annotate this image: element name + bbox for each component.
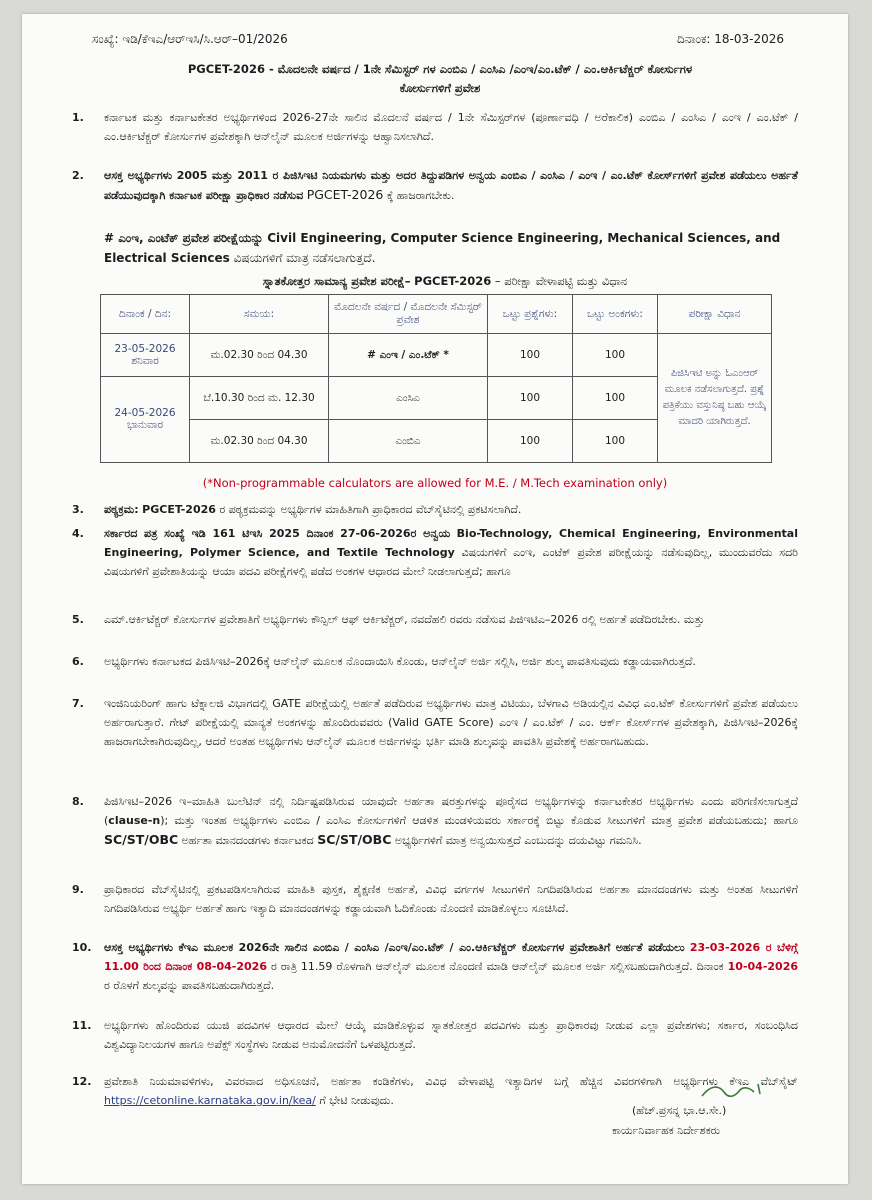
item-5 <box>72 610 798 629</box>
item-text-part: ರ ರೊಳಗೆ ಶುಲ್ಕವನ್ನು ಪಾವತಿಸಬಹುದಾಗಿರುತ್ತದೆ. <box>104 979 275 992</box>
item-9 <box>72 880 798 918</box>
caption-part: ಸ್ನಾತಕೋತ್ತರ ಸಾಮಾನ್ಯ ಪ್ರವೇಶ ಪರೀಕ್ಷೆ– <box>262 274 411 288</box>
questions-cell: 100 <box>488 377 573 420</box>
item-text-part: ಸರ್ಕಾರದ ಪತ್ರ ಸಂಖ್ಯೆ ಇಡಿ 161 ಟಿಇಸಿ 2025 ದಿನಾಂಕ 27-06-2026ರ ಅನ್ವಯ <box>104 527 451 540</box>
item-text <box>104 500 798 519</box>
col-header: ದಿನಾಂಕ / ದಿನ: <box>101 295 190 334</box>
time-cell: ಮ.02.30 ರಿಂದ 04.30 <box>190 334 329 377</box>
marks-cell: 100 <box>573 420 658 463</box>
marks-cell: 100 <box>573 377 658 420</box>
item-text-part: ರ ಪಠ್ಯಕ್ರಮವನ್ನು ಅಭ್ಯರ್ಥಿಗಳ ಮಾಹಿತಿಗಾಗಿ ಪ್ರಾಧಿಕಾರದ ವೆಬ್‌ಸೈಟಿನಲ್ಲಿ ಪ್ರಕಟಿಸಲಾಗಿದೆ. <box>219 503 522 516</box>
subnote-prefix: # ಎಂಇ, ಎಂಟೆಕ್ ಪ್ರವೇಶ ಪರೀಕ್ಷೆಯನ್ನು <box>104 231 264 245</box>
item-text <box>104 166 798 205</box>
item-text-part: ವಿಷಯಗಳಿಗೆ ಎಂಇ, ಎಂಟೆಕ್ ಪ್ರವೇಶ ಪರೀಕ್ಷೆಯನ್ನು ನಡೆಸುವುದಿಲ್ಲ, ಮುಂದುವರೆದು ಸದರಿ ವಿಷಯಗಳಿಗೆ ಪ್ರವೇಶಾತಿಯನ್ನು ಆಯಾ ಪದವಿ ಪರೀಕ್ಷೆಗಳಲ್ಲಿ ಪಡೆದ ಅಂಕಗಳ ಆಧಾರದ ಮೇಲೆ ನೀಡಲಾಗುತ್ತದೆ; ಹಾಗೂ <box>104 546 798 578</box>
item-number: 4. <box>72 527 84 540</box>
questions-cell: 100 <box>488 420 573 463</box>
item-text: ಪ್ರಾಧಿಕಾರದ ವೆಬ್‌ಸೈಟಿನಲ್ಲಿ ಪ್ರಕಟಪಡಿಸಲಾಗಿರುವ ಮಾಹಿತಿ ಪುಸ್ತಕ, ಶೈಕ್ಷಣಿಕ ಅರ್ಹತೆ, ವಿವಿಧ ವರ್ಗಗಳ ಸೀಟುಗಳಿಗೆ ನಿಗದಿಪಡಿಸಿರುವ ಅರ್ಹತಾ ಮಾನದಂಡಗಳು ಮತ್ತು ಅಂತಹ ಸೀಟುಗಳಿಗೆ ನಿಗದಿಪಡಿಸಿರುವ ಅಭ್ಯರ್ಥಿ ಅರ್ಹತೆ ಹಾಗು ಇತ್ಯಾದಿ ಮಾನದಂಡಗಳನ್ನು ಕಡ್ಡಾಯವಾಗಿ ಓದಿಕೊಂಡು ನೊಂದಣಿ ಮಾಡಿಕೊಳ್ಳಲು ಸೂಚಿಸಿದೆ. <box>104 883 799 915</box>
marks-cell: 100 <box>573 334 658 377</box>
item-text-part: ಗೆ ಭೇಟಿ ನೀಡುವುದು. <box>319 1094 394 1107</box>
pgcet-label: PGCET-2026 <box>142 503 216 516</box>
pgcet-label: PGCET-2026 <box>306 187 384 202</box>
table-caption <box>112 274 778 289</box>
item-text-part: ಪಿಜಿಸಿಇಟಿ–2026 ಇ–ಮಾಹಿತಿ ಬುಲೆಟಿನ್ ನಲ್ಲಿ ನಿರ್ದಿಷ್ಟಪಡಿಸಿರುವ ಯಾವುದೇ ಅರ್ಹತಾ ಷರತ್ತುಗಳನ್ನು ಪೂರೈಸದ ಅಭ್ಯರ್ಥಿಗಳನ್ನು ಕರ್ನಾಟಕೇತರ ಅಭ್ಯರ್ಥಿಗಳು ಎಂದು ಪರಿಗಣಿಸಲಾಗುತ್ತದೆ ( <box>104 795 798 827</box>
category-label: SC/ST/OBC <box>104 832 179 847</box>
item-number: 5. <box>72 613 84 626</box>
item-number: 10. <box>72 941 92 954</box>
excluded-subjects: Bio-Technology, Chemical Engineering, Environmental Engineering, Polymer Science, and Textile Technology <box>104 527 798 559</box>
col-header: ಒಟ್ಟು ಪ್ರಶ್ನೆಗಳು: <box>488 295 573 334</box>
notice-page <box>22 14 848 1184</box>
item-text-part: ಅಭ್ಯರ್ಥಿಗಳಿಗೆ ಮಾತ್ರ ಅನ್ವಯಿಸುತ್ತದೆ ಎಂಬುದನ್ನು ದಯವಿಟ್ಟು ಗಮನಿಸಿ. <box>394 834 642 847</box>
signatory-designation: ಕಾರ್ಯನಿರ್ವಾಹಕ ನಿರ್ದೇಶಕರು <box>612 1124 720 1137</box>
registration-window: 23-03-2026 ರ ಬೆಳಿಗ್ಗೆ 11.00 ರಿಂದ ದಿನಾಂಕ 08-04-2026 <box>104 941 799 973</box>
date-cell <box>101 334 190 377</box>
clause-label: clause-n <box>108 814 161 827</box>
notice-title <box>102 60 778 98</box>
me-mtech-subjects-note <box>104 228 796 268</box>
caption-part: – ಪರೀಕ್ಷಾ ವೇಳಾಪಟ್ಟಿ ಮತ್ತು ವಿಧಾನ <box>494 274 628 288</box>
item-text-part: ರ ರಾತ್ರಿ 11.59 ರೊಳಗಾಗಿ ಆನ್‌ಲೈನ್ ಮೂಲಕ ನೊಂದಣಿ ಮಾಡಿ ಆನ್‌ಲೈನ್ ಮೂಲಕ ಅರ್ಜಿ ಸಲ್ಲಿಸಬಹುದಾಗಿರುತ್ತದೆ. ದಿನಾಂಕ <box>271 960 724 973</box>
exam-day: ಭಾನುವಾರ <box>126 419 164 431</box>
item-number: 11. <box>72 1019 92 1032</box>
item-text: ಕರ್ನಾಟಕ ಮತ್ತು ಕರ್ನಾಟಕೇತರ ಅಭ್ಯರ್ಥಿಗಳಿಂದ 2026-27ನೇ ಸಾಲಿನ ಮೊದಲನೆ ವರ್ಷದ / 1ನೇ ಸೆಮಿಸ್ಟರ್‌ಗಳ (ಪೂರ್ಣಾವಧಿ / ಅರೆಕಾಲಿಕ) ಎಂಬಿಎ / ಎಂಸಿಎ / ಎಂಇ / ಎಂ.ಟೆಕ್ / ಎಂ.ಆರ್ಕಿಟೆಕ್ಚರ್ ಕೋರ್ಸುಗಳ ಪ್ರವೇಶಕ್ಕಾಗಿ ಆನ್‌ಲೈನ್ ಮೂಲಕ ಅರ್ಜಿಗಳನ್ನು ಆಹ್ವಾನಿಸಲಾಗಿದೆ. <box>104 111 798 143</box>
time-cell: ಮ.02.30 ರಿಂದ 04.30 <box>190 420 329 463</box>
item-number: 3. <box>72 503 84 516</box>
item-6 <box>72 652 798 671</box>
exam-method-cell: ಪಿಜಿಸಿಇಟಿ ಅನ್ನು ಓಎಂಆರ್ ಮೂಲಕ ನಡೆಸಲಾಗುತ್ತದೆ. ಪ್ರಶ್ನೆ ಪತ್ರಿಕೆಯು ವಸ್ತುನಿಷ್ಠ ಬಹು ಆಯ್ಕೆ ಮಾದರಿ ಯಾಗಿರುತ್ತದೆ. <box>658 334 772 463</box>
item-text <box>104 524 798 581</box>
col-header: ಒಟ್ಟು ಅಂಕಗಳು: <box>573 295 658 334</box>
item-text-part: ); ಮತ್ತು ಇಂತಹ ಅಭ್ಯರ್ಥಿಗಳು ಎಂಬಿಎ / ಎಂಸಿಎ ಕೋರ್ಸುಗಳಿಗೆ ಆಡಳಿತ ಮಂಡಳಿಯವರು ಸರ್ಕಾರಕ್ಕೆ ಬಿಟ್ಟು ಕೊಡುವ ಸೀಟುಗಳಿಗೆ ಮಾತ್ರ ಪ್ರವೇಶ ಪಡೆಯಬಹುದು; ಹಾಗೂ <box>160 814 798 827</box>
item-10 <box>72 938 798 995</box>
title-line-2: ಕೋರ್ಸುಗಳಿಗೆ ಪ್ರವೇಶ <box>399 81 481 95</box>
item-text-part: ಪ್ರವೇಶಾತಿ ನಿಯಮಾವಳಿಗಳು, ವಿವರವಾದ ಅಧಿಸೂಚನೆ, ಅರ್ಹತಾ ಕಂಡಿಕೆಗಳು, ವಿವಿಧ ವೇಳಾಪಟ್ಟಿ ಇತ್ಯಾದಿಗಳ ಬಗ್ಗೆ ಹೆಚ್ಚಿನ ವಿವರಗಳಿಗಾಗಿ ಅಭ್ಯರ್ಥಿಗಳು ಕೆಇಎ ವೆಬ್‌ಸೈಟ್ <box>104 1075 798 1088</box>
course-cell: ಎಂಬಿಎ <box>329 420 488 463</box>
col-header: ಮೊದಲನೇ ವರ್ಷದ / ಮೊದಲನೇ ಸೆಮಿಸ್ಟರ್ ಪ್ರವೇಶ <box>329 295 488 334</box>
item-11 <box>72 1016 798 1054</box>
course-cell: ಎಂಸಿಎ <box>329 377 488 420</box>
item-text <box>104 792 798 850</box>
subnote-subjects: Civil Engineering, Computer Science Engineering, Mechanical Sciences, and Electrical Sciences <box>104 231 781 265</box>
item-text <box>104 938 798 995</box>
item-8 <box>72 792 798 850</box>
item-number: 7. <box>72 697 84 710</box>
caption-pgcet: PGCET-2026 <box>414 274 492 288</box>
item-text-part: ಪಠ್ಯಕ್ರಮ: <box>104 503 139 516</box>
item-text: ಅಭ್ಯರ್ಥಿಗಳು ಹೊಂದಿರುವ ಯುಜಿ ಪದವಿಗಳ ಆಧಾರದ ಮೇಲೆ ಆಯ್ಕೆ ಮಾಡಿಕೊಳ್ಳುವ ಸ್ನಾತಕೋತ್ತರ ಪದವಿಗಳು ಮತ್ತು ಪ್ರಾಧಿಕಾರವು ನೀಡುವ ಎಲ್ಲಾ ಪ್ರವೇಶಗಳು; ಸರ್ಕಾರ, ಸಂಬಂಧಿಸಿದ ವಿಶ್ವವಿದ್ಯಾನಿಲಯಗಳ ಹಾಗೂ ಅಪೆಕ್ಸ್ ಸಂಸ್ಥೆಗಳು ನೀಡುವ ಅನುಮೋದನೆಗೆ ಒಳಪಟ್ಟಿರುತ್ತದೆ. <box>104 1019 798 1051</box>
item-number: 2. <box>72 169 84 182</box>
time-cell: ಬೆ.10.30 ರಿಂದ ಮ. 12.30 <box>190 377 329 420</box>
exam-date: 23-05-2026 <box>114 342 176 355</box>
col-header: ಪರೀಕ್ಷಾ ವಿಧಾನ <box>658 295 772 334</box>
notice-date: ದಿನಾಂಕ: 18-03-2026 <box>677 32 784 46</box>
exam-day: ಶನಿವಾರ <box>131 354 159 367</box>
exam-date: 24-05-2026 <box>114 407 176 419</box>
category-label: SC/ST/OBC <box>317 832 392 847</box>
subnote-suffix: ವಿಷಯಗಳಿಗೆ ಮಾತ್ರ ನಡೆಸಲಾಗುತ್ತದೆ. <box>233 251 376 265</box>
item-3 <box>72 500 798 519</box>
item-1 <box>72 108 798 146</box>
item-text-part: ಆಸಕ್ತ ಅಭ್ಯರ್ಥಿಗಳು ಕೆಇಎ ಮೂಲಕ 2026ನೇ ಸಾಲಿನ ಎಂಬಿಎ / ಎಂಸಿಎ /ಎಂಇ/ಎಂ.ಟೆಕ್ / ಎಂ.ಆರ್ಕಿಟೆಕ್ಚರ್ ಕೋರ್ಸುಗಳ ಪ್ರವೇಶಾತಿಗೆ ಅರ್ಹತೆ ಪಡೆಯಲು <box>104 941 685 954</box>
fee-deadline: 10-04-2026 <box>727 960 799 973</box>
item-2 <box>72 166 798 205</box>
questions-cell: 100 <box>488 334 573 377</box>
table-header-row <box>101 295 772 334</box>
col-header: ಸಮಯ: <box>190 295 329 334</box>
item-number: 9. <box>72 883 84 896</box>
exam-schedule-table <box>100 294 772 463</box>
item-number: 1. <box>72 111 84 124</box>
reference-number: ಸಂಖ್ಯೆ: ಇಡಿ/ಕೆಇಎ/ಆರ್‌ಇಸಿ/ಸಿ.ಆರ್–01/2026 <box>92 32 288 46</box>
course-cell: # ಎಂಇ / ಎಂ.ಟೆಕ್ * <box>329 334 488 377</box>
item-text-part: ಕ್ಕೆ ಹಾಜರಾಗಬೇಕು. <box>386 189 455 202</box>
item-number: 12. <box>72 1075 92 1088</box>
item-text: ಎಮ್.ಆರ್ಕಿಟೆಕ್ಚರ್ ಕೋರ್ಸುಗಳ ಪ್ರವೇಶಾತಿಗೆ ಅಭ್ಯರ್ಥಿಗಳು ಕೌನ್ಸಿಲ್ ಆಫ್ ಆರ್ಕಿಟೆಕ್ಚರ್, ನವದೆಹಲಿ ರವರು ನಡೆಸುವ ಪಿಜಿಇಟಿಎ–2026 ರಲ್ಲಿ ಅರ್ಹತೆ ಪಡೆದಿರಬೇಕು. ಮತ್ತು <box>104 613 705 626</box>
item-text: ಇಂಜಿನಿಯರಿಂಗ್ ಹಾಗು ಟೆಕ್ನಾಲಜಿ ವಿಭಾಗದಲ್ಲಿ GATE ಪರೀಕ್ಷೆಯಲ್ಲಿ ಅರ್ಹತೆ ಪಡೆದಿರುವ ಅಭ್ಯರ್ಥಿಗಳು ಮಾತ್ರ ವಿಟಿಯು, ಬೆಳಗಾವಿ ಅಡಿಯಲ್ಲಿನ ವಿವಿಧ ಎಂ.ಟೆಕ್ ಕೋರ್ಸುಗಳಿಗೆ ಪ್ರವೇಶ ಪಡೆಯಲು ಅರ್ಹರಾಗುತ್ತಾರೆ. ಗೇಟ್ ಪರೀಕ್ಷೆಯಲ್ಲಿ ಮಾನ್ಯತೆ ಅಂಕಗಳನ್ನು ಹೊಂದಿರುವವರು (Valid GATE Score) ಎಂಇ / ಎಂ.ಟೆಕ್ / ಎಂ. ಆರ್ಕ್ ಕೋರ್ಸ್‌ಗಳ ಪ್ರವೇಶಕ್ಕಾಗಿ, ಪಿಜಿಸಿಇಟಿ–2026ಕ್ಕೆ ಹಾಜರಾಗಬೇಕಾಗಿರುವುದಿಲ್ಲ, ಆದರೆ ಅಂತಹ ಅಭ್ಯರ್ಥಿಗಳು ಆನ್‌ಲೈನ್ ಮೂಲಕ ಅರ್ಜಿಗಳನ್ನು ಭರ್ತಿ ಮಾಡಿ ಶುಲ್ಕವನ್ನು ಪಾವತಿಸಿ ಪ್ರವೇಶಕ್ಕೆ ಅರ್ಹರಾಗಬಹುದು. <box>104 697 798 748</box>
item-text-part: ಅರ್ಹತಾ ಮಾನದಂಡಗಳು ಕರ್ನಾಟಕದ <box>181 834 314 847</box>
kea-website-link[interactable]: https://cetonline.karnataka.gov.in/kea/ <box>104 1094 316 1107</box>
table-row <box>101 334 772 377</box>
item-text-part: ಆಸಕ್ತ ಅಭ್ಯರ್ಥಿಗಳು 2005 ಮತ್ತು 2011 ರ ಪಿಜಿಸಿಇಟಿ ನಿಯಮಗಳು ಮತ್ತು ಅದರ ತಿದ್ದುಪಡಿಗಳ ಅನ್ವಯ ಎಂಬಿಎ / ಎಂಸಿಎ / ಎಂಇ / ಎಂ.ಟೆಕ್ ಕೋರ್ಸ್‌ಗಳಿಗೆ ಪ್ರವೇಶ ಪಡೆಯಲು ಅರ್ಹತೆ ಪಡೆಯುವುದಕ್ಕಾಗಿ ಕರ್ನಾಟಕ ಪರೀಕ್ಷಾ ಪ್ರಾಧಿಕಾರ ನಡೆಸುವ <box>104 169 798 202</box>
signatory-name: (ಹೆಚ್.ಪ್ರಸನ್ನ ಭಾ.ಆ.ಸೇ.) <box>632 1104 727 1117</box>
item-7 <box>72 694 798 751</box>
date-cell <box>101 377 190 463</box>
item-text: ಅಭ್ಯರ್ಥಿಗಳು ಕರ್ನಾಟಕದ ಪಿಜಿಸಿಇಟಿ–2026ಕ್ಕೆ ಆನ್‌ಲೈನ್ ಮೂಲಕ ನೊಂದಾಯಿಸಿ ಕೊಂಡು, ಆನ್‌ಲೈನ್ ಅರ್ಜಿ ಸಲ್ಲಿಸಿ, ಅರ್ಜಿ ಶುಲ್ಕ ಪಾವತಿಸುವುದು ಕಡ್ಡಾಯವಾಗಿರುತ್ತದೆ. <box>104 655 696 668</box>
signature-scribble <box>698 1080 768 1106</box>
calculator-note: (*Non-programmable calculators are allowed for M.E. / M.Tech examination only) <box>202 476 668 490</box>
item-4 <box>72 524 798 581</box>
title-line-1: PGCET-2026 - ಮೊದಲನೇ ವರ್ಷದ / 1ನೇ ಸೆಮಿಸ್ಟರ್ ಗಳ ಎಂಬಿಎ / ಎಂಸಿಎ /ಎಂಇ/ಎಂ.ಟೆಕ್ / ಎಂ.ಆರ್ಕಿಟೆಕ್ಚರ್ ಕೋರ್ಸುಗಳ <box>187 62 693 76</box>
item-number: 8. <box>72 795 84 808</box>
item-number: 6. <box>72 655 84 668</box>
